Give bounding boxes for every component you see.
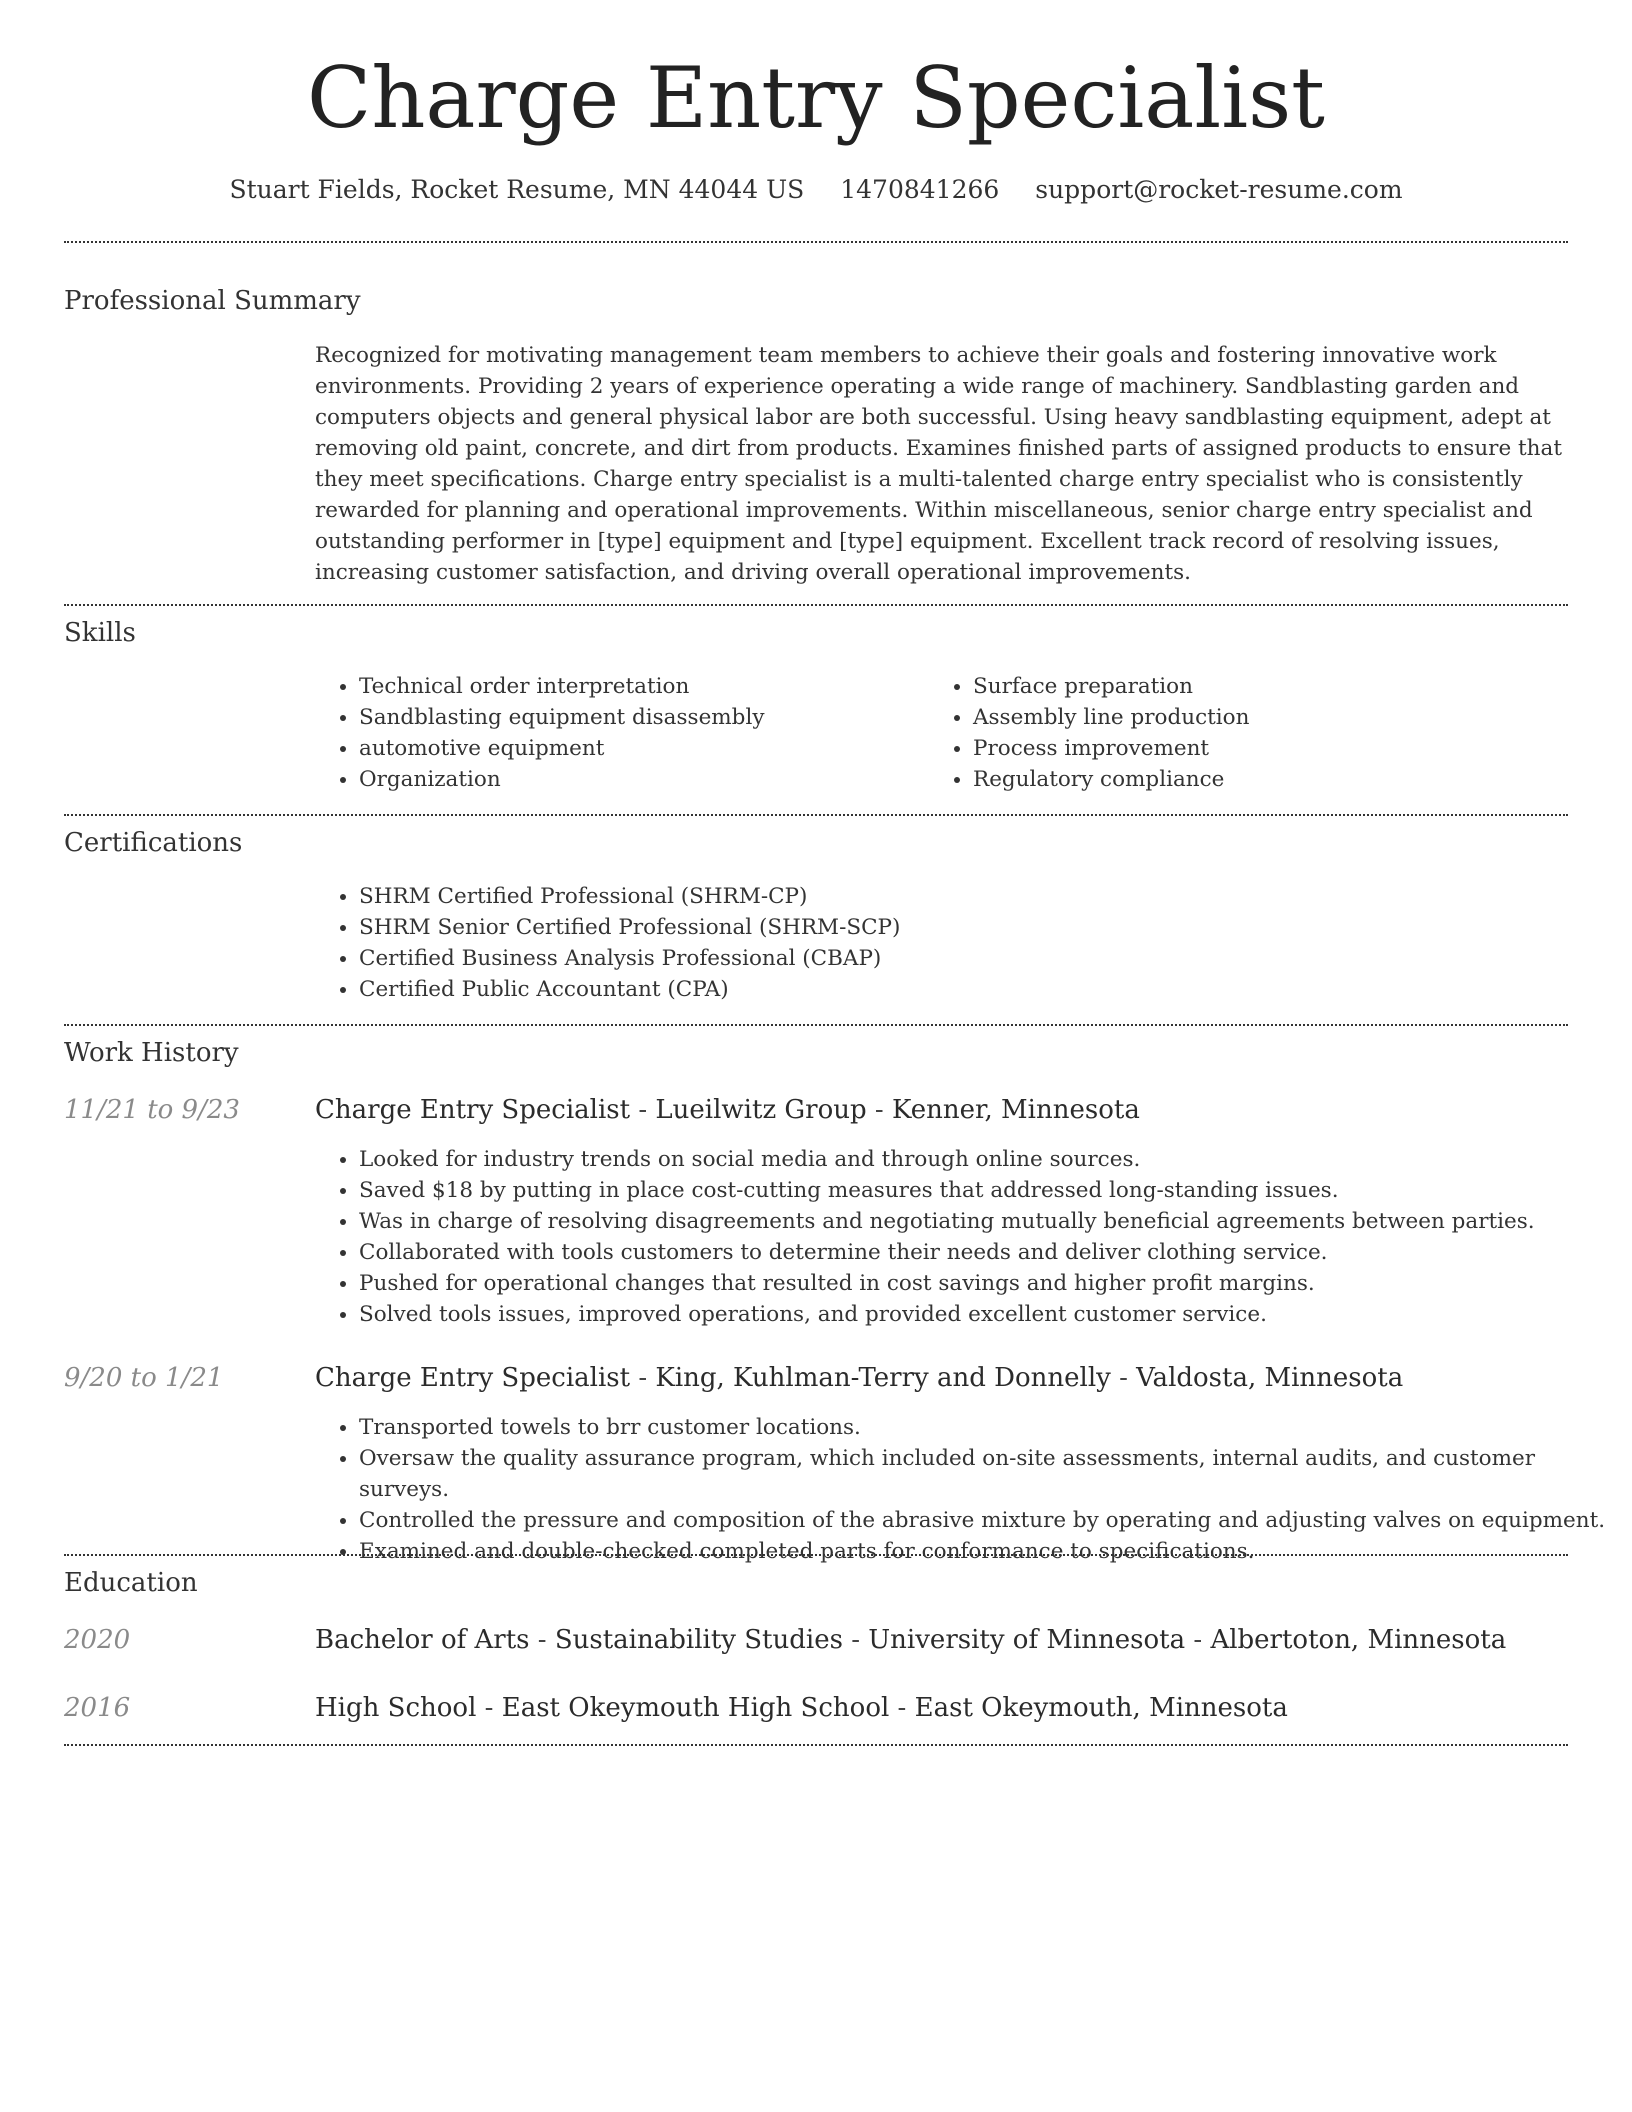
separator: - — [529, 1625, 555, 1655]
list-item: • Oversaw the quality assurance program, which included on-site assessments, internal audits, and customer surveys. — [359, 1443, 1612, 1505]
list-item: • Organization — [359, 764, 919, 795]
job-dates: 11/21 to 9/23 — [64, 1095, 240, 1125]
separator: - — [476, 1693, 502, 1723]
education-school: East Okeymouth High School — [501, 1693, 890, 1723]
list-item: • Regulatory compliance — [973, 764, 1573, 795]
job-heading — [315, 1361, 1403, 1395]
job-title: Charge Entry Specialist — [315, 1095, 631, 1125]
separator: - — [842, 1625, 869, 1655]
separator: - — [630, 1363, 656, 1393]
divider — [64, 241, 1568, 243]
separator: - — [866, 1095, 892, 1125]
page-title: Charge Entry Specialist — [307, 49, 1325, 147]
section-title-summary: Professional Summary — [64, 286, 361, 316]
list-item: • Saved $18 by putting in place cost-cutting measures that addressed long-standing issues. — [359, 1175, 1612, 1206]
contact-address: Stuart Fields, Rocket Resume, MN 44044 US — [229, 175, 805, 204]
list-item: • Collaborated with tools customers to determine their needs and deliver clothing service. — [359, 1237, 1612, 1268]
divider — [64, 604, 1568, 606]
list-item: • Transported towels to brr customer locations. — [359, 1412, 1612, 1443]
list-item: • Controlled the pressure and composition of the abrasive mixture by operating and adjusting valves on equipment. — [359, 1505, 1612, 1536]
contact-email: support@rocket-resume.com — [1035, 175, 1403, 204]
education-school: University of Minnesota — [868, 1625, 1186, 1655]
list-item: • Assembly line production — [973, 702, 1573, 733]
education-year: 2020 — [64, 1625, 131, 1655]
job-bullets — [315, 1144, 1612, 1330]
separator: - — [1110, 1363, 1137, 1393]
section-title-education: Education — [64, 1568, 198, 1598]
list-item: • Looked for industry trends on social media and through online sources. — [359, 1144, 1612, 1175]
education-year: 2016 — [64, 1693, 131, 1723]
education-heading — [315, 1623, 1506, 1657]
list-item: • automotive equipment — [359, 733, 919, 764]
separator: - — [889, 1693, 915, 1723]
list-item: • Sandblasting equipment disassembly — [359, 702, 919, 733]
contact-line — [0, 170, 1632, 210]
divider — [64, 1024, 1568, 1026]
list-item: • Pushed for operational changes that resulted in cost savings and higher profit margins. — [359, 1268, 1612, 1299]
education-field: Sustainability Studies — [554, 1625, 843, 1655]
divider — [64, 1744, 1568, 1746]
list-item: • Process improvement — [973, 733, 1573, 764]
job-location: Kenner, Minnesota — [891, 1095, 1140, 1125]
divider — [64, 1554, 1568, 1556]
section-title-skills: Skills — [64, 618, 136, 648]
skills-list-right — [929, 671, 1573, 795]
education-degree: High School — [315, 1693, 477, 1723]
job-bullets — [315, 1412, 1612, 1567]
job-title: Charge Entry Specialist — [315, 1363, 631, 1393]
list-item: • SHRM Certified Professional (SHRM-CP) — [359, 881, 1559, 912]
summary-text: Recognized for motivating management team members to achieve their goals and fostering innovative work environments. Providing 2 years of experience operating a wide range of machinery. Sandblasting garden and computers objects and general physical labor are both successful. Using heavy sandblasting equipment, adept at removing old paint, concrete, and dirt from products. Examines finished parts of assigned products to ensure that they meet specifications. Charge entry specialist is a multi-talented charge entry specialist who is consistently rewarded for planning and operational improvements. Within miscellaneous, senior charge entry specialist and outstanding performer in [type] equipment and [type] equipment. Excellent track record of resolving issues, increasing customer satisfaction, and driving overall operational improvements. — [315, 343, 1562, 585]
divider — [64, 814, 1568, 816]
list-item: • Certified Public Accountant (CPA) — [359, 974, 1559, 1005]
contact-phone: 1470841266 — [840, 175, 1000, 204]
section-title-certifications: Certifications — [64, 828, 243, 858]
certifications-list — [315, 881, 1559, 1005]
education-degree: Bachelor of Arts — [315, 1625, 530, 1655]
job-location: Valdosta, Minnesota — [1136, 1363, 1404, 1393]
separator: - — [630, 1095, 656, 1125]
job-dates: 9/20 to 1/21 — [64, 1363, 224, 1393]
list-item: • Surface preparation — [973, 671, 1573, 702]
job-heading — [315, 1093, 1140, 1127]
education-location: Albertoton, Minnesota — [1210, 1625, 1507, 1655]
job-company: Lueilwitz Group — [655, 1095, 867, 1125]
section-title-work-history: Work History — [64, 1038, 239, 1068]
separator: - — [1185, 1625, 1211, 1655]
education-location: East Okeymouth, Minnesota — [914, 1693, 1288, 1723]
list-item: • Examined and double-checked completed parts for conformance to specifications. — [359, 1536, 1612, 1567]
list-item: • Technical order interpretation — [359, 671, 919, 702]
education-heading — [315, 1691, 1288, 1725]
job-company: King, Kuhlman-Terry and Donnelly — [655, 1363, 1111, 1393]
list-item: • Solved tools issues, improved operations, and provided excellent customer service. — [359, 1299, 1612, 1330]
skills-list-left — [315, 671, 919, 795]
list-item: • Was in charge of resolving disagreements and negotiating mutually beneficial agreements between parties. — [359, 1206, 1612, 1237]
list-item: • SHRM Senior Certified Professional (SHRM-SCP) — [359, 912, 1559, 943]
list-item: • Certified Business Analysis Professional (CBAP) — [359, 943, 1559, 974]
